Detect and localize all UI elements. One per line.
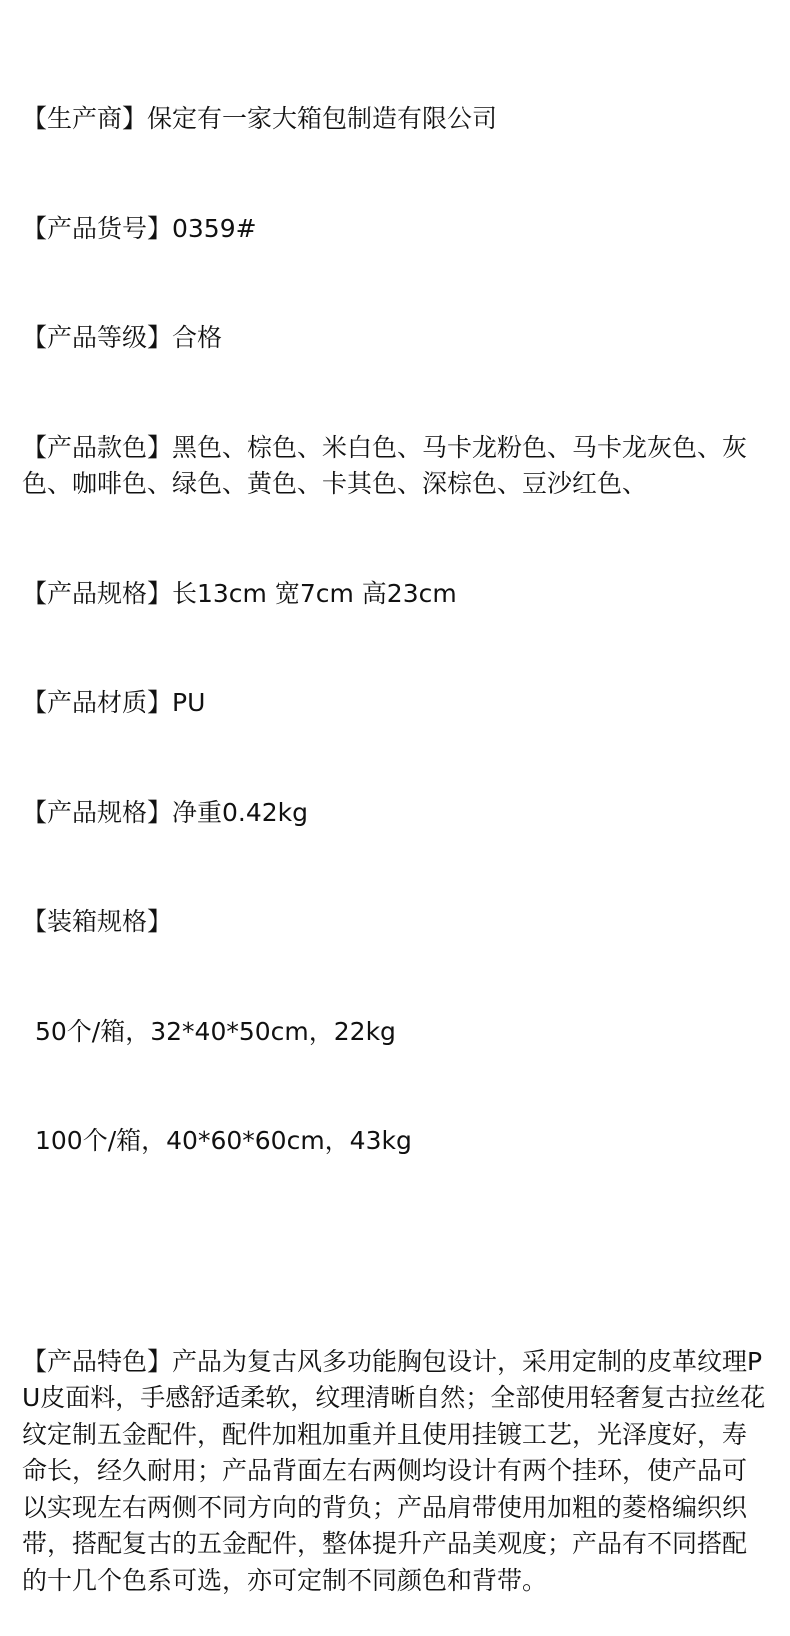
features-paragraph: 【产品特色】产品为复古风多功能胸包设计，采用定制的皮革纹理PU皮面料，手感舒适柔软，纹理清晰自然；全部使用轻奢复古拉丝花纹定制五金配件，配件加粗加重并且使用挂镀工艺，光泽度好，寿命长，经久耐用；产品背面左右两侧均设计有两个挂环，使产品可以实现左右两侧不同方向的背负；产品肩带使用加粗的菱格编织织带，搭配复古的五金配件，整体提升产品美观度；产品有不同搭配的十几个色系可选，亦可定制不同颜色和背带。 <box>22 1346 766 1595</box>
packing-line-1: 50个/箱，32*40*50cm，22kg <box>35 1016 396 1046</box>
section-spacer <box>22 1233 770 1271</box>
size-line: 【产品规格】长13cm 宽7cm 高23cm <box>22 578 457 608</box>
grade-line: 【产品等级】合格 <box>22 323 223 352</box>
packing-title: 【装箱规格】 <box>22 907 173 936</box>
item-number-line: 【产品货号】0359# <box>22 213 257 243</box>
material-line: 【产品材质】PU <box>22 688 206 717</box>
colors-paragraph: 【产品款色】黑色、棕色、米白色、马卡龙粉色、马卡龙灰色、灰色、咖啡色、绿色、黄色、卡其色、深棕色、豆沙红色、 <box>22 432 748 498</box>
product-spec-document <box>22 28 770 1636</box>
packing-line-2: 100个/箱，40*60*60cm，43kg <box>35 1126 412 1155</box>
manufacturer-line: 【生产商】保定有一家大箱包制造有限公司 <box>22 104 498 133</box>
weight-line: 【产品规格】净重0.42kg <box>22 797 309 827</box>
